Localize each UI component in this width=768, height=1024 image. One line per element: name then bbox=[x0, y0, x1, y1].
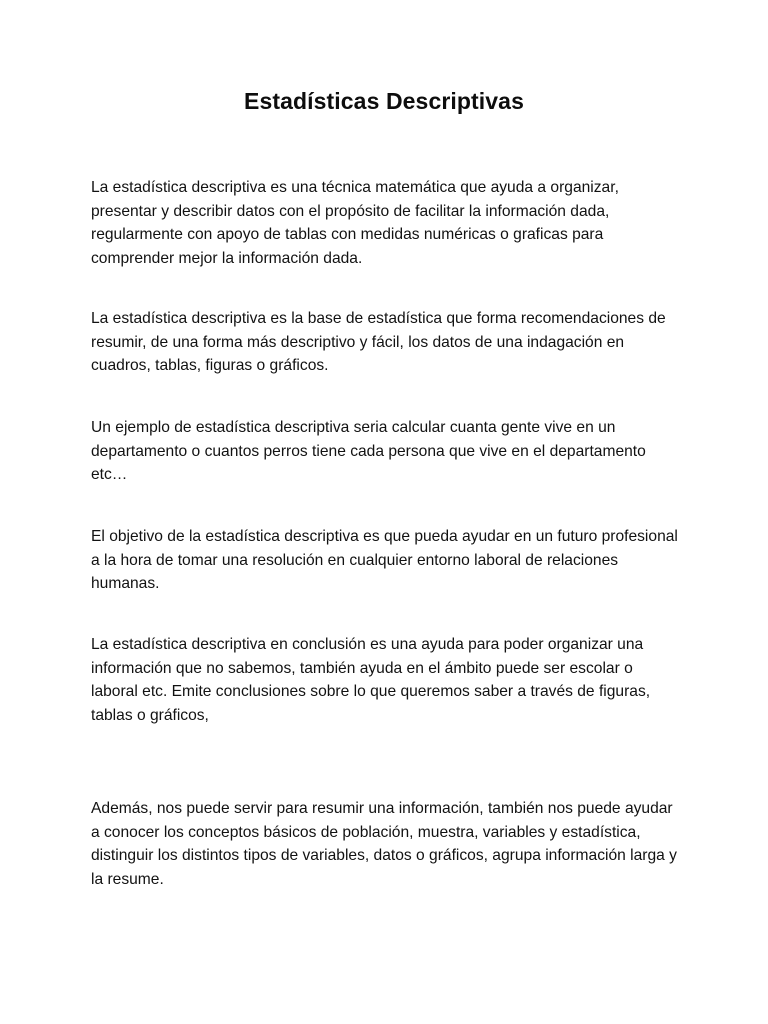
paragraph-definition: La estadística descriptiva es una técnica matemática que ayuda a organizar, presentar y describir datos con el propósito de facilitar la información dada, regularmente con apoyo de tablas con medidas numéricas o graficas para comprender mejor la información dada. bbox=[91, 179, 619, 268]
paragraph-example: Un ejemplo de estadística descriptiva seria calcular cuanta gente vive en un departamento o cuantos perros tiene cada persona que vive en el departamento etc… bbox=[91, 419, 646, 484]
paragraph-conclusion: La estadística descriptiva en conclusión es una ayuda para poder organizar una información que no sabemos, también ayuda en el ámbito puede ser escolar o laboral etc. Emite conclusiones sobre lo que queremos saber a través de figuras, tablas o gráficos, bbox=[91, 636, 651, 725]
paragraph-objective: El objetivo de la estadística descriptiva es que pueda ayudar en un futuro profesional a la hora de tomar una resolución en cualquier entorno laboral de relaciones humanas. bbox=[91, 528, 678, 593]
document-title: Estadísticas Descriptivas bbox=[244, 88, 524, 114]
paragraph-uses: Además, nos puede servir para resumir una información, también nos puede ayudar a conocer los conceptos básicos de población, muestra, variables y estadística, distinguir los distintos tipos de variables, datos o gráficos, agrupa información larga y la resume. bbox=[91, 800, 677, 889]
paragraph-basis: La estadística descriptiva es la base de estadística que forma recomendaciones de resumir, de una forma más descriptivo y fácil, los datos de una indagación en cuadros, tablas, figuras o gráficos. bbox=[91, 310, 666, 375]
